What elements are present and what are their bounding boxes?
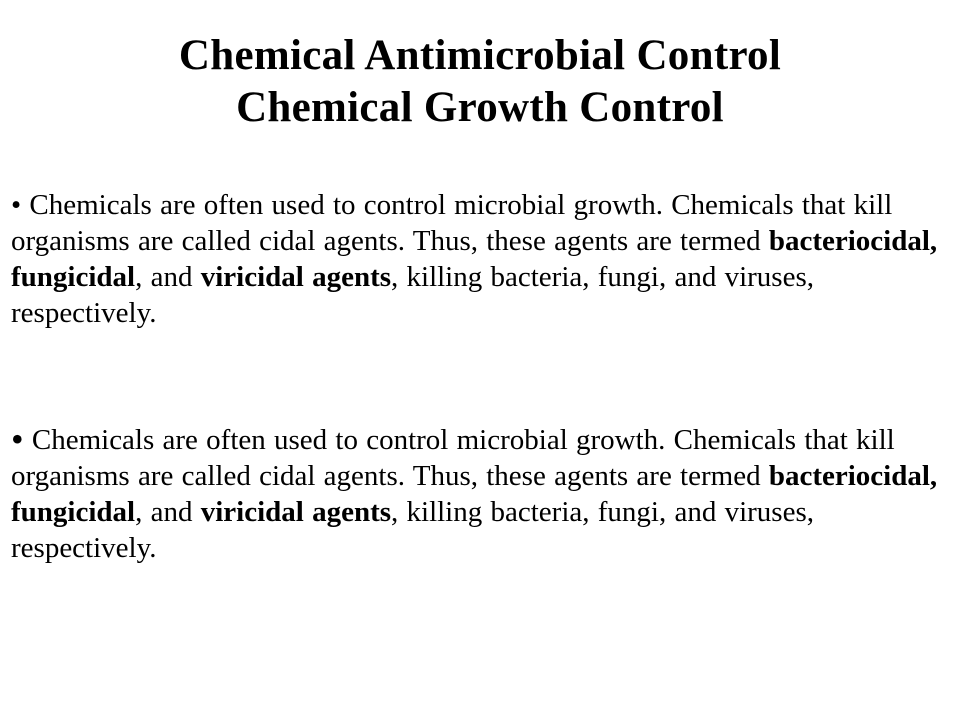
- paragraph-text: Chemicals are often used to control microbial growth. Chemicals that kill organisms are called cidal agents. Thus, these agents are termed: [11, 189, 893, 257]
- bold-term: viricidal agents: [200, 261, 392, 293]
- bold-term: bacteriocidal, fungicidal: [11, 460, 938, 528]
- title-line-2: Chemical Growth Control: [236, 84, 724, 131]
- title-line-1: Chemical Antimicrobial Control: [178, 32, 782, 79]
- paragraph-text: Chemicals are often used to control microbial growth. Chemicals that kill organisms are called cidal agents. Thus, these agents are termed: [11, 424, 895, 492]
- paragraph-text: , killing bacteria, fungi, and viruses, respectively.: [11, 261, 814, 329]
- bullet-paragraph-1: [11, 187, 941, 331]
- bullet-marker: •: [11, 189, 22, 221]
- slide-title: [0, 30, 960, 134]
- paragraph-text: , and: [135, 261, 201, 293]
- bold-term: viricidal agents: [200, 496, 392, 528]
- paragraph-text: , killing bacteria, fungi, and viruses, respectively.: [11, 496, 814, 564]
- bullet-marker: •: [11, 419, 24, 459]
- bold-term: bacteriocidal, fungicidal: [11, 225, 938, 293]
- paragraph-text: , and: [135, 496, 201, 528]
- bullet-paragraph-2: [11, 421, 941, 566]
